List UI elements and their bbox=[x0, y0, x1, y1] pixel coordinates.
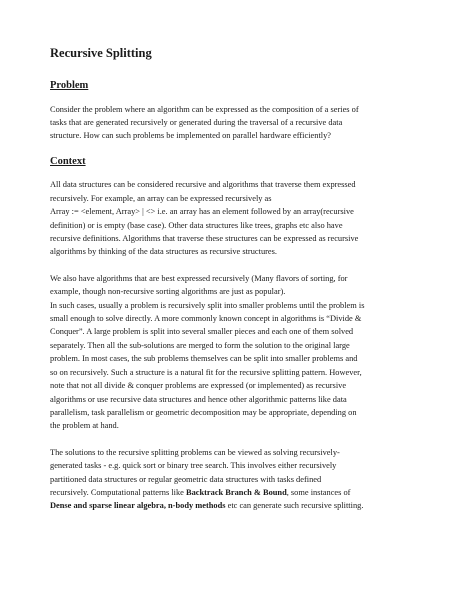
line-text: etc can generate such recursive splitting. bbox=[225, 501, 364, 511]
context-line: note that not all divide & conquer problems are expressed (or implemented) as recursive bbox=[50, 381, 347, 391]
context-line: recursive definitions. Algorithms that traverse these structures can be expressed as recursive bbox=[50, 234, 359, 244]
context-line: We also have algorithms that are best expressed recursively (Many flavors of sorting, for bbox=[50, 273, 348, 283]
context-line bbox=[50, 486, 434, 499]
problem-line: tasks that are generated recursively or generated during the traversal of a recursive data bbox=[50, 118, 343, 127]
context-line: Conquer”. A large problem is split into several smaller pieces and each one of them solved bbox=[50, 327, 354, 337]
context-line: partitioned data structures or regular geometric data structures with tasks defined bbox=[50, 474, 322, 484]
context-line: so on recursively. Such a structure is a natural fit for the recursive splitting pattern. However, bbox=[50, 367, 362, 377]
context-paragraph-2 bbox=[50, 272, 434, 433]
context-line: All data structures can be considered recursive and algorithms that traverse them expressed bbox=[50, 180, 356, 190]
context-line: the problem at hand. bbox=[50, 421, 119, 431]
context-line: example, though non-recursive sorting algorithms are just as popular). bbox=[50, 287, 286, 297]
context-line: small enough to solve directly. A more commonly known concept in algorithms is “Divide & bbox=[50, 314, 362, 324]
line-text: recursively. Computational patterns like bbox=[50, 487, 186, 497]
context-line: generated tasks - e.g. quick sort or binary tree search. This involves either recursively bbox=[50, 461, 337, 471]
context-paragraph-1 bbox=[50, 178, 434, 258]
context-line: algorithms or use recursive data structures and hence other algorithmic patterns like data bbox=[50, 394, 347, 404]
problem-line: Consider the problem where an algorithm can be expressed as the composition of a series of bbox=[50, 104, 359, 114]
context-line: recursively. For example, an array can be expressed recursively as bbox=[50, 193, 272, 203]
context-line bbox=[50, 499, 434, 512]
context-line: The solutions to the recursive splitting problems can be viewed as solving recursively- bbox=[50, 447, 340, 457]
line-text: , some instances of bbox=[286, 487, 351, 497]
problem-paragraph bbox=[50, 103, 434, 143]
bold-term: Backtrack Branch & Bound bbox=[185, 487, 287, 497]
context-line: algorithms by thinking of the data structures as recursive structures. bbox=[50, 247, 277, 257]
context-line: parallelism, task parallelism or geometric decomposition may be appropriate, depending on bbox=[50, 407, 357, 417]
context-line: definition) or is empty (base case). Other data structures like trees, graphs etc also have bbox=[50, 220, 343, 230]
context-line: separately. Then all the sub-solutions are merged to form the solution to the original large bbox=[50, 340, 350, 350]
context-paragraph-3 bbox=[50, 446, 434, 513]
bold-term: Dense and sparse linear algebra, n-body methods bbox=[50, 501, 226, 511]
context-heading: Context bbox=[50, 155, 86, 167]
context-line: problem. In most cases, the sub problems themselves can be split into smaller problems and bbox=[50, 354, 358, 364]
problem-line: structure. How can such problems be implemented on parallel hardware efficiently? bbox=[50, 131, 331, 141]
context-line: Array := <element, Array> | <> i.e. an array has an element followed by an array(recursive bbox=[50, 207, 354, 217]
context-line: In such cases, usually a problem is recursively split into smaller problems until the problem is bbox=[50, 300, 365, 310]
problem-heading: Problem bbox=[50, 80, 89, 91]
document-title: Recursive Splitting bbox=[50, 46, 152, 60]
